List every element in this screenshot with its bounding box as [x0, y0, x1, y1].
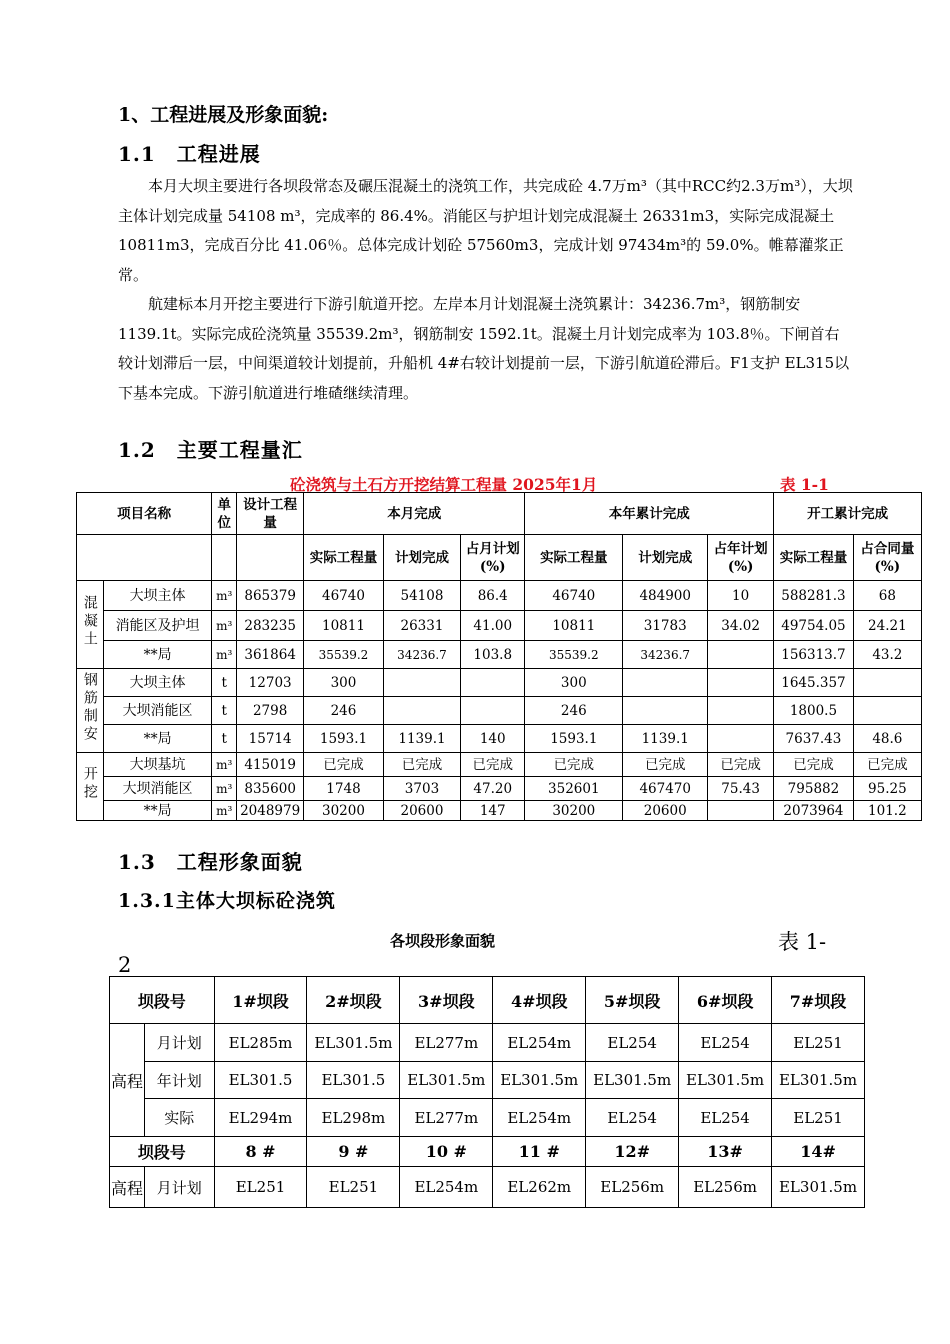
sub-total-actual: 实际工程量 — [774, 535, 854, 581]
elevation-label: 高程 — [110, 1167, 145, 1208]
group-label-text: 混凝土 — [81, 595, 98, 649]
cell-m-pct — [461, 669, 525, 697]
cell-t-pct — [853, 669, 921, 697]
elevation-value: EL285m — [214, 1024, 307, 1062]
elevation-value: EL301.5m — [772, 1167, 865, 1208]
section-label: 4#坝段 — [493, 977, 586, 1024]
cell-y-pct — [708, 697, 774, 725]
item-name: 大坝主体 — [103, 669, 211, 697]
item-name: **局 — [103, 725, 211, 753]
cell-m-plan: 20600 — [383, 801, 460, 821]
elevation-value: EL254 — [586, 1024, 679, 1062]
cell-t-act: 已完成 — [774, 753, 854, 777]
section-label: 1#坝段 — [214, 977, 307, 1024]
unit-text: m³ — [216, 588, 233, 603]
row-label: 年计划 — [144, 1062, 214, 1099]
elevation-value: EL254m — [493, 1099, 586, 1137]
table-row — [77, 669, 922, 697]
unit-text: m³ — [216, 803, 233, 818]
cell-m-act: 10811 — [304, 611, 384, 641]
cell-y-plan — [623, 669, 708, 697]
elevation-value: EL251 — [772, 1024, 865, 1062]
unit-cell — [212, 753, 237, 777]
quantity-table — [76, 492, 922, 821]
row-label: 月计划 — [144, 1167, 214, 1208]
unit-text: m³ — [216, 781, 233, 796]
elevation-value: EL251 — [307, 1167, 400, 1208]
elevation-value: EL301.5 — [307, 1062, 400, 1099]
cell-design: 283235 — [237, 611, 304, 641]
elevation-value: EL262m — [493, 1167, 586, 1208]
cell-y-pct: 10 — [708, 581, 774, 611]
cell-y-pct: 75.43 — [708, 777, 774, 801]
item-name: 大坝基坑 — [103, 753, 211, 777]
sub-year-plan: 计划完成 — [623, 535, 708, 581]
cell-y-act: 30200 — [525, 801, 623, 821]
col-design: 设计工程量 — [237, 493, 304, 535]
table-row — [77, 801, 922, 821]
cell-m-act: 46740 — [304, 581, 384, 611]
elevation-value: EL301.5m — [307, 1024, 400, 1062]
cell-y-pct — [708, 801, 774, 821]
section-header-row — [110, 1137, 865, 1167]
elevation-value: EL254m — [493, 1024, 586, 1062]
col-unit: 单位 — [212, 493, 237, 535]
cell-m-pct: 147 — [461, 801, 525, 821]
section-label: 13# — [679, 1137, 772, 1167]
cell-m-pct: 140 — [461, 725, 525, 753]
elevation-value: EL254m — [400, 1167, 493, 1208]
cell-t-pct: 24.21 — [853, 611, 921, 641]
table1-label: 表 1-1 — [780, 475, 829, 494]
elevation-value: EL301.5 — [214, 1062, 307, 1099]
sub-month-actual: 实际工程量 — [304, 535, 384, 581]
heading-appearance: 1.3 工程形象面貌 — [118, 850, 303, 874]
cell-t-act: 795882 — [774, 777, 854, 801]
cell-design: 835600 — [237, 777, 304, 801]
cell-t-pct: 101.2 — [853, 801, 921, 821]
elevation-value: EL301.5m — [679, 1062, 772, 1099]
cell-y-plan: 1139.1 — [623, 725, 708, 753]
cell-y-act: 已完成 — [525, 753, 623, 777]
elevation-value: EL251 — [772, 1099, 865, 1137]
group-label-text: 开挖 — [81, 766, 98, 802]
cell-m-act: 1593.1 — [304, 725, 384, 753]
section-label: 12# — [586, 1137, 679, 1167]
cell-m-act: 已完成 — [304, 753, 384, 777]
elevation-value: EL301.5m — [586, 1062, 679, 1099]
item-name: 大坝消能区 — [103, 697, 211, 725]
unit-cell — [212, 641, 237, 669]
unit-cell — [212, 801, 237, 821]
elevation-value: EL301.5m — [400, 1062, 493, 1099]
row-label: 月计划 — [144, 1024, 214, 1062]
cell-y-plan: 34236.7 — [623, 641, 708, 669]
unit-cell — [212, 611, 237, 641]
cell-y-pct — [708, 641, 774, 669]
table-row — [77, 725, 922, 753]
elevation-value: EL301.5m — [772, 1062, 865, 1099]
cell-y-plan: 31783 — [623, 611, 708, 641]
cell-m-plan: 34236.7 — [383, 641, 460, 669]
cell-t-act: 156313.7 — [774, 641, 854, 669]
table-row — [77, 611, 922, 641]
elevation-value: EL251 — [214, 1167, 307, 1208]
cell-design: 2048979 — [237, 801, 304, 821]
col-item: 项目名称 — [77, 493, 212, 535]
cell-design: 415019 — [237, 753, 304, 777]
cell-m-act: 1748 — [304, 777, 384, 801]
col-total: 开工累计完成 — [774, 493, 922, 535]
heading-progress: 1.1 工程进展 — [118, 142, 261, 166]
section-appearance-table — [109, 976, 865, 1208]
cell-design: 15714 — [237, 725, 304, 753]
cell-design: 12703 — [237, 669, 304, 697]
cell-y-pct — [708, 669, 774, 697]
elevation-value: EL254 — [679, 1099, 772, 1137]
sub-month-plan: 计划完成 — [383, 535, 460, 581]
cell-y-pct: 34.02 — [708, 611, 774, 641]
elevation-label: 高程 — [110, 1024, 145, 1137]
cell-t-act: 1800.5 — [774, 697, 854, 725]
elevation-value: EL254 — [679, 1024, 772, 1062]
section-label: 9 # — [307, 1137, 400, 1167]
paragraph-dam: 本月大坝主要进行各坝段常态及碾压混凝土的浇筑工作，共完成砼 4.7万m³（其中RCC约2.3万m³），大坝主体计划完成量 54108 m³，完成率的 86.4%。消能区与护坦计划完成混凝土 26331m3，实际完成混凝土 10811m3，完成百分比 41.06％。总体完成计划砼 57560m3，完成计划 97434m³的 59.0%。帷幕灌浆正常。 — [118, 177, 853, 284]
elevation-row — [110, 1167, 865, 1208]
section-label: 7#坝段 — [772, 977, 865, 1024]
cell-t-pct: 95.25 — [853, 777, 921, 801]
cell-y-pct: 已完成 — [708, 753, 774, 777]
sub-month-pct: 占月计划(%) — [461, 535, 525, 581]
unit-cell: t — [212, 725, 237, 753]
unit-text: m³ — [216, 647, 233, 662]
cell-m-act: 300 — [304, 669, 384, 697]
cell-m-pct: 41.00 — [461, 611, 525, 641]
cell-y-plan: 已完成 — [623, 753, 708, 777]
cell-m-plan — [383, 669, 460, 697]
unit-text: m³ — [216, 757, 233, 772]
quantity-table-body — [77, 581, 922, 821]
cell-t-act: 49754.05 — [774, 611, 854, 641]
cell-design: 361864 — [237, 641, 304, 669]
table-row — [77, 753, 922, 777]
cell-y-act: 35539.2 — [525, 641, 623, 669]
row-label: 实际 — [144, 1099, 214, 1137]
cell-design: 865379 — [237, 581, 304, 611]
section-label: 3#坝段 — [400, 977, 493, 1024]
section-no-header: 坝段号 — [110, 977, 215, 1024]
cell-t-pct: 68 — [853, 581, 921, 611]
section-heading-1: 1、工程进展及形象面貌: — [118, 104, 329, 126]
elevation-row — [110, 1062, 865, 1099]
heading-dam-pouring: 1.3.1主体大坝标砼浇筑 — [118, 890, 336, 912]
cell-y-act: 246 — [525, 697, 623, 725]
section-label: 10 # — [400, 1137, 493, 1167]
cell-m-plan: 1139.1 — [383, 725, 460, 753]
cell-m-act: 30200 — [304, 801, 384, 821]
section-label: 14# — [772, 1137, 865, 1167]
cell-m-plan: 已完成 — [383, 753, 460, 777]
cell-t-pct: 已完成 — [853, 753, 921, 777]
cell-m-pct: 103.8 — [461, 641, 525, 669]
cell-y-act: 352601 — [525, 777, 623, 801]
col-month: 本月完成 — [304, 493, 525, 535]
cell-m-plan: 3703 — [383, 777, 460, 801]
cell-m-pct — [461, 697, 525, 725]
item-name: 大坝消能区 — [103, 777, 211, 801]
cell-y-plan: 467470 — [623, 777, 708, 801]
group-label — [77, 753, 104, 821]
unit-cell — [212, 777, 237, 801]
cell-t-act: 588281.3 — [774, 581, 854, 611]
section-label: 6#坝段 — [679, 977, 772, 1024]
group-label-text: 钢筋制安 — [81, 672, 98, 744]
elevation-value: EL277m — [400, 1099, 493, 1137]
table2-label: 表 1- — [778, 930, 827, 954]
unit-cell: t — [212, 669, 237, 697]
col-year: 本年累计完成 — [525, 493, 774, 535]
section-label: 5#坝段 — [586, 977, 679, 1024]
elevation-value: EL301.5m — [493, 1062, 586, 1099]
cell-t-pct — [853, 697, 921, 725]
section-no-header: 坝段号 — [110, 1137, 215, 1167]
cell-m-plan: 54108 — [383, 581, 460, 611]
item-name: 消能区及护坦 — [103, 611, 211, 641]
table-row — [77, 697, 922, 725]
section-header-row — [110, 977, 865, 1024]
heading-quantities: 1.2 主要工程量汇 — [118, 438, 303, 462]
elevation-row — [110, 1024, 865, 1062]
item-name: 大坝主体 — [103, 581, 211, 611]
elevation-value: EL256m — [679, 1167, 772, 1208]
section-label: 11 # — [493, 1137, 586, 1167]
section-label: 2#坝段 — [307, 977, 400, 1024]
table2-title: 各坝段形象面貌 — [390, 932, 496, 950]
cell-m-act: 35539.2 — [304, 641, 384, 669]
cell-t-pct: 43.2 — [853, 641, 921, 669]
cell-y-act: 300 — [525, 669, 623, 697]
sub-year-actual: 实际工程量 — [525, 535, 623, 581]
elevation-value: EL254 — [586, 1099, 679, 1137]
cell-y-act: 10811 — [525, 611, 623, 641]
cell-design: 2798 — [237, 697, 304, 725]
cell-t-act: 7637.43 — [774, 725, 854, 753]
cell-m-plan — [383, 697, 460, 725]
item-name: **局 — [103, 641, 211, 669]
cell-y-plan: 484900 — [623, 581, 708, 611]
table-row — [77, 641, 922, 669]
table1-title: 砼浇筑与土石方开挖结算工程量 2025年1月 — [290, 475, 598, 494]
cell-m-act: 246 — [304, 697, 384, 725]
table2-label-cont: 2 — [118, 953, 132, 977]
section-appearance-body — [110, 977, 865, 1208]
group-label — [77, 581, 104, 669]
cell-t-act: 1645.357 — [774, 669, 854, 697]
elevation-value: EL277m — [400, 1024, 493, 1062]
item-name: **局 — [103, 801, 211, 821]
group-label — [77, 669, 104, 753]
cell-t-pct: 48.6 — [853, 725, 921, 753]
unit-cell — [212, 581, 237, 611]
section-label: 8 # — [214, 1137, 307, 1167]
elevation-value: EL256m — [586, 1167, 679, 1208]
cell-t-act: 2073964 — [774, 801, 854, 821]
progress-paragraphs — [118, 172, 853, 408]
cell-y-act: 1593.1 — [525, 725, 623, 753]
cell-y-plan — [623, 697, 708, 725]
sub-total-pct: 占合同量(%) — [853, 535, 921, 581]
elevation-row — [110, 1099, 865, 1137]
paragraph-navigation: 航建标本月开挖主要进行下游引航道开挖。左岸本月计划混凝土浇筑累计：34236.7m³，钢筋制安 1139.1t。实际完成砼浇筑量 35539.2m³，钢筋制安 1592.1t。混凝土月计划完成率为 103.8％。下闸首右较计划滞后一层，中间渠道较计划提前，升船机 4#右较计划提前一层，下游引航道砼滞后。F1支护 EL315以下基本完成。下游引航道进行堆碴继续清理。 — [118, 295, 850, 402]
cell-y-plan: 20600 — [623, 801, 708, 821]
cell-m-pct: 47.20 — [461, 777, 525, 801]
table-row — [77, 777, 922, 801]
cell-m-plan: 26331 — [383, 611, 460, 641]
elevation-value: EL298m — [307, 1099, 400, 1137]
cell-y-act: 46740 — [525, 581, 623, 611]
elevation-value: EL294m — [214, 1099, 307, 1137]
cell-m-pct: 86.4 — [461, 581, 525, 611]
sub-year-pct: 占年计划(%) — [708, 535, 774, 581]
unit-cell: t — [212, 697, 237, 725]
unit-text: m³ — [216, 618, 233, 633]
table-row — [77, 581, 922, 611]
cell-y-pct — [708, 725, 774, 753]
cell-m-pct: 已完成 — [461, 753, 525, 777]
